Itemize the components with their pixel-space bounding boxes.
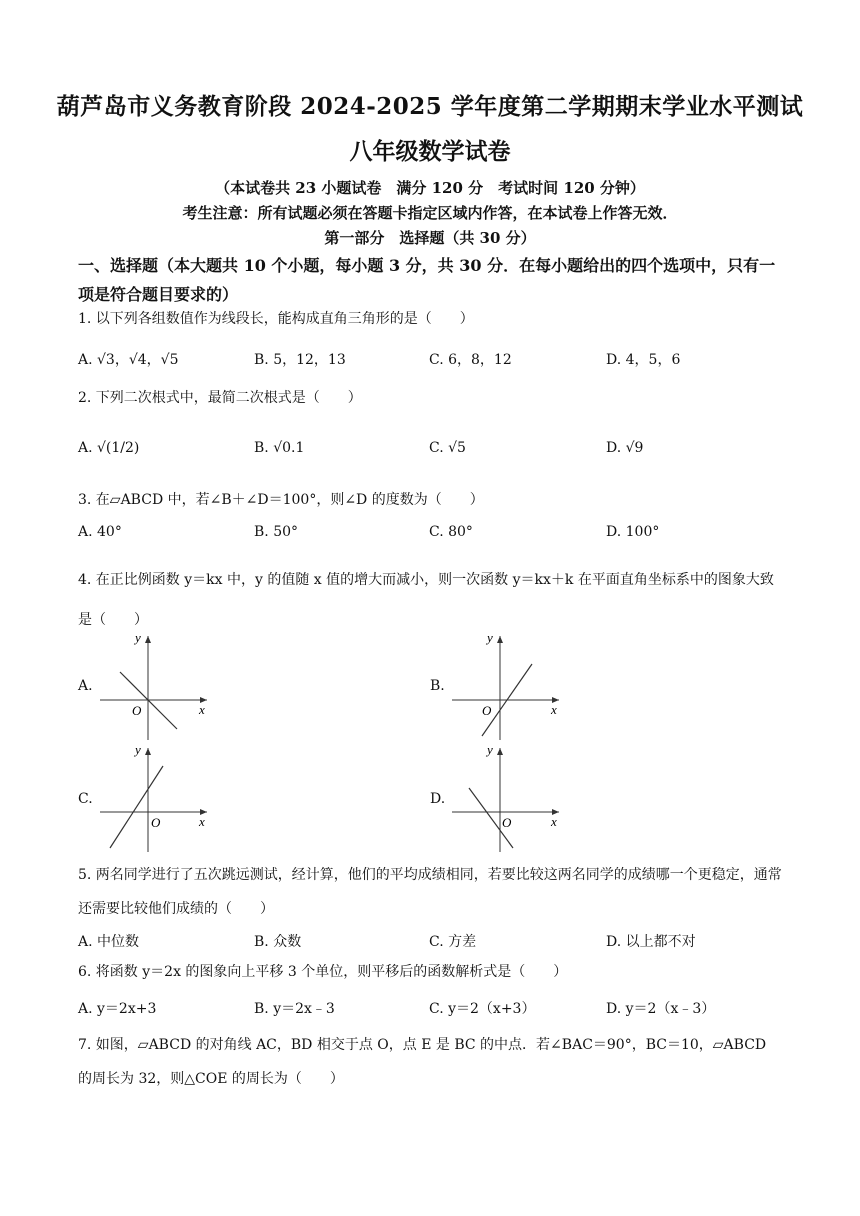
option-a: A. 40° <box>78 524 122 540</box>
option-a: A. √3，√4，√5 <box>78 352 179 368</box>
question-3-stem: 3. 在▱ABCD 中，若∠B＋∠D＝100°，则∠D 的度数为（ ） <box>78 492 484 508</box>
option-d: D. 4，5，6 <box>606 352 681 368</box>
option-c: C. y＝2（x+3） <box>429 1001 536 1017</box>
option-b: B. <box>430 678 445 694</box>
graph-option-d <box>447 740 577 855</box>
option-c: C. <box>78 791 93 807</box>
x-axis-label: x <box>199 702 205 717</box>
question-2-stem: 2. 下列二次根式中，最简二次根式是（ ） <box>78 390 362 406</box>
option-b: B. y＝2x﹣3 <box>254 1001 335 1017</box>
option-a: A. √(1/2) <box>78 440 140 456</box>
option-d: D. 100° <box>606 524 660 540</box>
part-heading: 第一部分 选择题（共 30 分） <box>324 229 536 247</box>
y-axis-label: y <box>135 630 141 645</box>
exam-notice: 考生注意：所有试题必须在答题卡指定区域内作答，在本试卷上作答无效． <box>182 204 678 222</box>
x-axis-label: x <box>199 814 205 829</box>
origin-label: O <box>502 815 512 830</box>
x-axis-label: x <box>551 814 557 829</box>
question-6-stem: 6. 将函数 y＝2x 的图象向上平移 3 个单位，则平移后的函数解析式是（ ） <box>78 964 568 980</box>
question-3-options <box>78 524 783 548</box>
graph-option-a <box>95 628 225 743</box>
option-c: C. 6，8，12 <box>429 352 512 368</box>
question-2-options <box>78 440 783 464</box>
y-axis-label: y <box>487 742 493 757</box>
option-b: B. 众数 <box>254 934 302 950</box>
origin-label: O <box>482 703 492 718</box>
question-5-stem: 5. 两名同学进行了五次跳远测试，经计算，他们的平均成绩相同，若要比较这两名同学的成绩哪一个更稳定，通常还需要比较他们成绩的（ ） <box>78 867 782 917</box>
question-6-options <box>78 998 783 1022</box>
question-7-stem: 7. 如图，▱ABCD 的对角线 AC，BD 相交于点 O，点 E 是 BC 的中点．若∠BAC＝90°，BC＝10，▱ABCD 的周长为 32，则△COE 的周长为（ ） <box>78 1037 767 1087</box>
option-c: C. √5 <box>429 440 466 456</box>
exam-info: （本试卷共 23 小题试卷 满分 120 分 考试时间 120 分钟） <box>215 179 645 197</box>
origin-label: O <box>132 703 142 718</box>
x-axis-label: x <box>551 702 557 717</box>
section-heading: 一、选择题（本大题共 10 个小题，每小题 3 分，共 30 分．在每小题给出的四个选项中，只有一项是符合题目要求的） <box>78 256 776 304</box>
option-d: D. 以上都不对 <box>606 934 696 950</box>
graph-option-c <box>95 740 225 855</box>
exam-subtitle: 八年级数学试卷 <box>349 138 511 165</box>
question-1-stem: 1. 以下列各组数值作为线段长，能构成直角三角形的是（ ） <box>78 311 474 327</box>
origin-label: O <box>151 815 161 830</box>
option-b: B. 5，12，13 <box>254 352 346 368</box>
question-1-options <box>78 349 783 373</box>
option-c: C. 80° <box>429 524 473 540</box>
question-4-stem: 4. 在正比例函数 y＝kx 中，y 的值随 x 值的增大而减小，则一次函数 y＝kx＋k 在平面直角坐标系中的图象大致是（ ） <box>78 572 774 628</box>
option-b: B. √0.1 <box>254 440 305 456</box>
option-b: B. 50° <box>254 524 299 540</box>
exam-title: 葫芦岛市义务教育阶段 2024-2025 学年度第二学期期末学业水平测试 <box>56 93 804 120</box>
option-d: D. <box>430 791 446 807</box>
option-a: A. 中位数 <box>78 934 140 950</box>
y-axis-label: y <box>487 630 493 645</box>
y-axis-label: y <box>135 742 141 757</box>
option-a: A. <box>78 678 93 694</box>
option-a: A. y＝2x+3 <box>78 1001 157 1017</box>
option-c: C. 方差 <box>429 934 477 950</box>
option-d: D. √9 <box>606 440 644 456</box>
question-5-options <box>78 931 783 955</box>
graph-option-b <box>447 628 577 743</box>
option-d: D. y＝2（x﹣3） <box>606 1001 716 1017</box>
